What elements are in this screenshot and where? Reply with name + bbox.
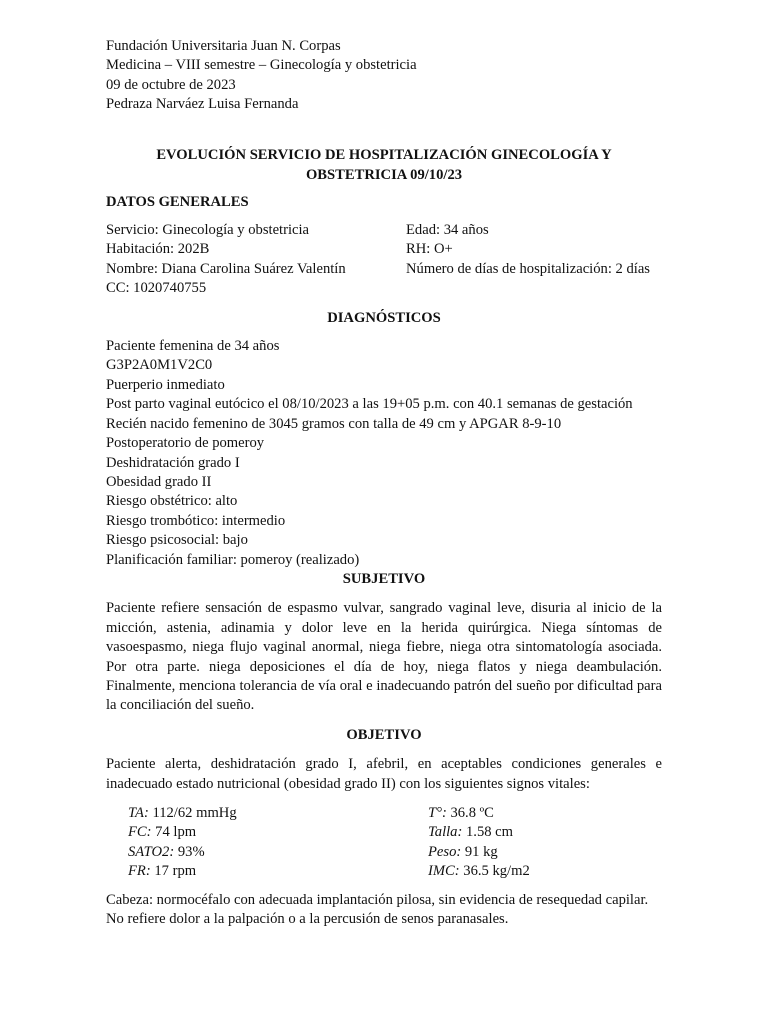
vital-label: T°: <box>428 805 447 821</box>
vital-value: 112/62 mmHg <box>148 805 237 821</box>
diagnosticos-list <box>106 337 662 570</box>
vital-imc <box>428 862 628 881</box>
rh-field: RH: O+ <box>406 241 453 258</box>
course-line: Medicina – VIII semestre – Ginecología y obstetricia <box>106 57 417 74</box>
vital-value: 74 lpm <box>151 824 197 841</box>
habitacion-field: Habitación: 202B <box>106 241 210 258</box>
document-header <box>106 37 662 115</box>
vital-talla <box>428 823 628 842</box>
edad-field: Edad: 34 años <box>406 222 489 239</box>
document-page <box>106 37 662 929</box>
diagnostico-item: Post parto vaginal eutócico el 08/10/2023 a las 19+05 p.m. con 40.1 semanas de gestación <box>106 396 633 413</box>
institution-name: Fundación Universitaria Juan N. Corpas <box>106 38 341 54</box>
vital-temperatura <box>428 804 628 823</box>
vital-value: 36.5 kg/m2 <box>459 863 530 880</box>
subjetivo-paragraph: Paciente refiere sensación de espasmo vulvar, sangrado vaginal leve, disuria al inicio de la micción, astenia, adinamia y dolor leve en la herida quirúrgica. Niega síntomas de vasoespasmo, niega flujo vaginal anormal, niega fiebre, niega otra sintomatología asociada. Por otra parte. niega deposiciones el día de hoy, niega flatos y niega deambulación. Finalmente, menciona tolerancia de vía oral e inadecuando patrón del sueño por dificultad para la conciliación del sueño. <box>106 600 662 714</box>
vital-fc <box>128 823 428 842</box>
servicio-field: Servicio: Ginecología y obstetricia <box>106 222 310 239</box>
vital-value: 93% <box>174 843 205 860</box>
vital-label: IMC: <box>428 863 460 880</box>
vital-label: Talla: <box>428 824 463 841</box>
diagnostico-item: Riesgo trombótico: intermedio <box>106 512 286 529</box>
vital-sato2 <box>128 843 428 862</box>
vital-value: 36.8 ºC <box>446 805 494 821</box>
vital-value: 1.58 cm <box>462 824 514 841</box>
vital-value: 17 rpm <box>150 863 197 880</box>
vital-ta <box>128 804 428 823</box>
diagnostico-item: Riesgo psicosocial: bajo <box>106 532 248 549</box>
vital-peso <box>428 843 628 862</box>
subjetivo-heading: SUBJETIVO <box>342 570 426 587</box>
diagnostico-item: Puerperio inmediato <box>106 376 225 393</box>
objetivo-paragraph: Paciente alerta, deshidratación grado I, afebril, en aceptables condiciones generales e inadecuado estado nutricional (obesidad grado II) con los siguientes signos vitales: <box>106 756 662 792</box>
cabeza-paragraph: Cabeza: normocéfalo con adecuada implantación pilosa, sin evidencia de resequedad capilar. No refiere dolor a la palpación o a la percusión de senos paranasales. <box>106 891 649 928</box>
diagnostico-item: Planificación familiar: pomeroy (realizado) <box>106 551 360 568</box>
datos-generales-grid <box>106 221 662 299</box>
diagnosticos-heading: DIAGNÓSTICOS <box>327 309 441 326</box>
vital-label: FC: <box>128 824 152 841</box>
document-date: 09 de octubre de 2023 <box>106 76 236 93</box>
vital-label: SATO2: <box>128 843 175 860</box>
diagnostico-item: Obesidad grado II <box>106 473 212 490</box>
nombre-field: Nombre: Diana Carolina Suárez Valentín <box>106 260 346 277</box>
author-name: Pedraza Narváez Luisa Fernanda <box>106 96 299 113</box>
datos-generales-heading: DATOS GENERALES <box>106 193 249 210</box>
diagnostico-item: Paciente femenina de 34 años <box>106 338 280 355</box>
vital-label: Peso: <box>428 843 462 860</box>
document-title: EVOLUCIÓN SERVICIO DE HOSPITALIZACIÓN GINECOLOGÍA Y OBSTETRICIA 09/10/23 <box>156 146 612 183</box>
cc-field: CC: 1020740755 <box>106 280 207 297</box>
vital-value: 91 kg <box>461 843 498 860</box>
objetivo-heading: OBJETIVO <box>346 726 422 743</box>
diagnostico-item: Recién nacido femenino de 3045 gramos con talla de 49 cm y APGAR 8-9-10 <box>106 415 562 432</box>
vital-label: TA: <box>128 805 149 821</box>
diagnostico-item: G3P2A0M1V2C0 <box>106 357 213 374</box>
diagnostico-item: Postoperatorio de pomeroy <box>106 435 265 452</box>
diagnostico-item: Riesgo obstétrico: alto <box>106 493 238 510</box>
vital-fr <box>128 862 428 881</box>
dias-hospitalizacion-field: Número de días de hospitalización: 2 días <box>406 260 650 277</box>
vital-label: FR: <box>128 863 151 880</box>
vital-signs-grid <box>106 804 662 882</box>
diagnostico-item: Deshidratación grado I <box>106 454 240 471</box>
